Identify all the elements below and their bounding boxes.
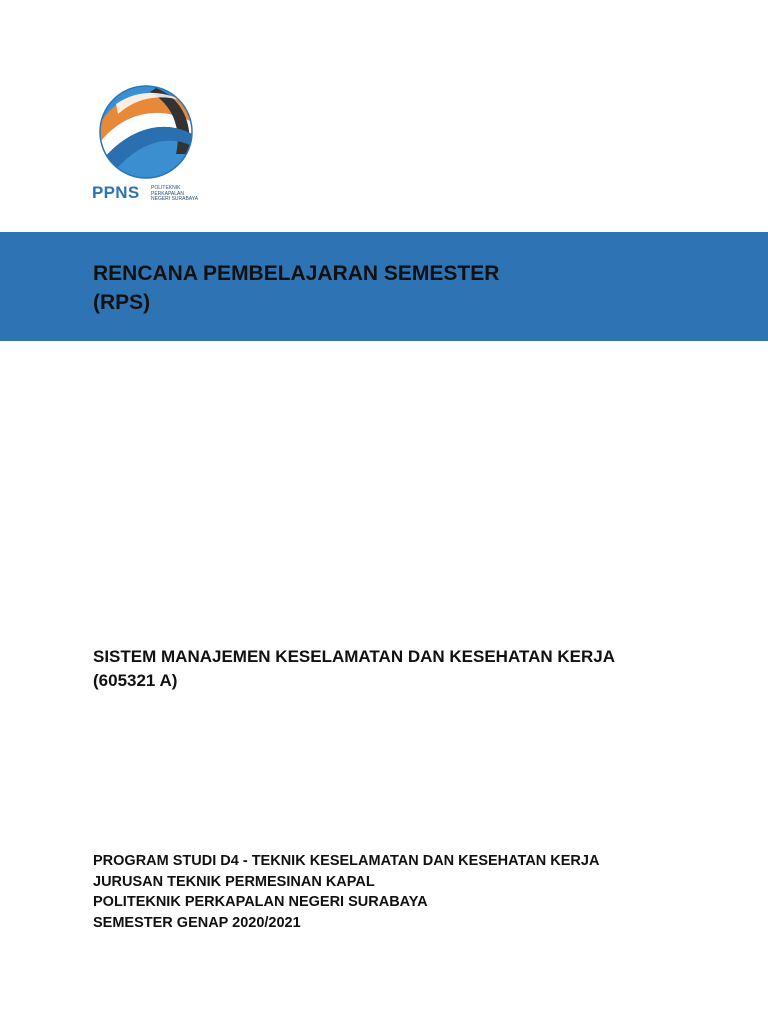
logo-subtitle-line: NEGERI SURABAYA	[151, 196, 199, 202]
logo-subtitle-line: POLITEKNIK	[151, 185, 181, 191]
ppns-logo	[92, 84, 202, 206]
logo-subtitle-line: PERKAPALAN	[151, 190, 184, 197]
document-title-line1: RENCANA PEMBELAJARAN SEMESTER	[93, 262, 500, 285]
logo-ppns-text: PPNS	[92, 183, 140, 202]
course-code: (605321 A)	[93, 671, 178, 690]
course-heading	[93, 645, 615, 693]
document-title	[93, 259, 499, 317]
ppns-globe-icon	[96, 84, 196, 180]
institution-block	[93, 851, 599, 934]
logo-subtitle	[151, 186, 198, 203]
semester-line: SEMESTER GENAP 2020/2021	[93, 915, 301, 932]
title-banner	[0, 232, 768, 341]
program-line: PROGRAM STUDI D4 - TEKNIK KESELAMATAN DAN KESEHATAN KERJA	[93, 853, 600, 869]
course-name: SISTEM MANAJEMEN KESELAMATAN DAN KESEHATAN KERJA	[93, 647, 615, 666]
institution-line: POLITEKNIK PERKAPALAN NEGERI SURABAYA	[93, 894, 428, 911]
department-line: JURUSAN TEKNIK PERMESINAN KAPAL	[93, 873, 375, 890]
document-title-line2: (RPS)	[93, 291, 151, 314]
